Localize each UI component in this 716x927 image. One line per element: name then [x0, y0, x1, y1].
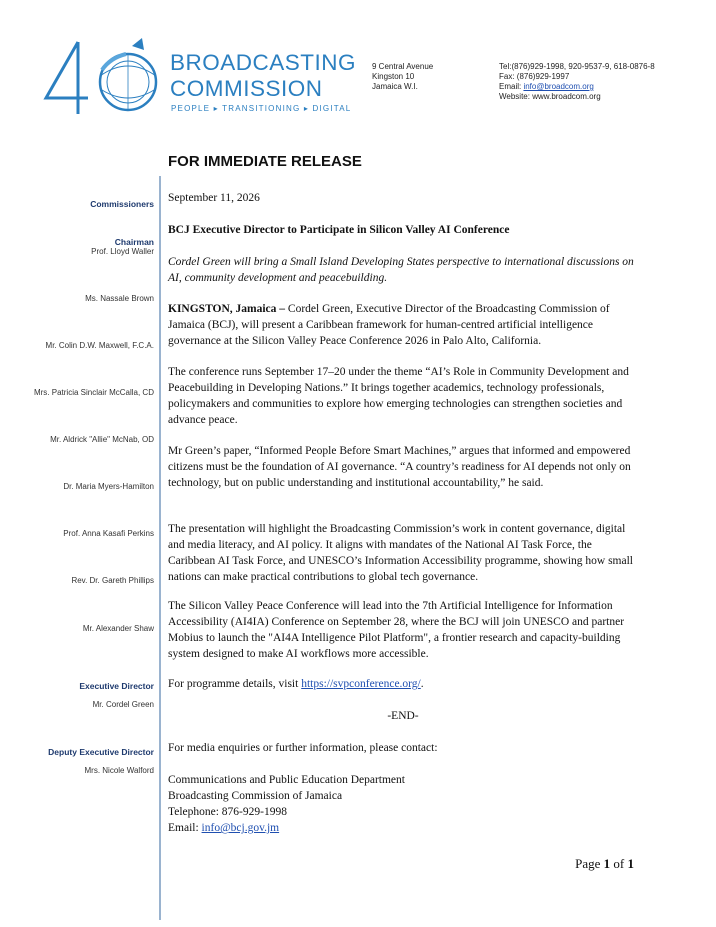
- email-link[interactable]: info@broadcom.org: [523, 82, 594, 91]
- paragraph-details: [168, 676, 638, 692]
- fax: Fax: (876)929-1997: [499, 72, 570, 81]
- address-line: 9 Central Avenue: [372, 62, 434, 71]
- deputy-director-name: Mrs. Nicole Walford: [84, 766, 154, 775]
- commissioner-name: Rev. Dr. Gareth Phillips: [71, 576, 154, 585]
- website: Website: www.broadcom.org: [499, 92, 601, 101]
- contact-organisation: Broadcasting Commission of Jamaica: [168, 790, 343, 802]
- page-title: FOR IMMEDIATE RELEASE: [168, 153, 362, 170]
- brand-name-line1: BROADCASTING: [170, 50, 357, 75]
- email-line: [499, 82, 655, 92]
- end-marker: -END-: [387, 710, 419, 722]
- commissioner-name: Mrs. Patricia Sinclair McCalla, CD: [33, 388, 154, 397]
- address-block: [372, 62, 433, 92]
- deputy-director-label: Deputy Executive Director: [48, 747, 154, 757]
- brand-tagline: PEOPLE ▸ TRANSITIONING ▸ DIGITAL: [171, 104, 352, 113]
- executive-director-name: Mr. Cordel Green: [92, 700, 154, 709]
- telephone: Tel:(876)929-1998, 920-9537-9, 618-0876-8: [499, 62, 655, 71]
- details-end: .: [420, 678, 424, 690]
- release-subhead: Cordel Green will bring a Small Island Developing States perspective to international discussions on AI, community development and peacebuilding.: [168, 256, 634, 284]
- commissioner-name: Ms. Nassale Brown: [85, 294, 154, 303]
- paragraph-text: Cordel Green, Executive Director of the Broadcasting Commission of Jamaica (BCJ), will present a Caribbean framework for human-centred artificial intelligence governance at the Silicon Valley Peace Conference 2026 in Palo Alto, California.: [168, 303, 610, 347]
- address-line: Jamaica W.I.: [372, 82, 418, 91]
- paragraph-ai4ia: The Silicon Valley Peace Conference will lead into the 7th Artificial Intelligence for Information Accessibility (AI4IA) Conference on September 28, where the BCJ will join UNESCO and partner Mobius to launch the "AI4A Intelligence Pilot Platform", a frontier research and capacity-building system designed to make AI workflows more accessible.: [168, 600, 625, 660]
- brand-name-line2: COMMISSION: [170, 76, 323, 101]
- contact-telephone: Telephone: 876-929-1998: [168, 806, 287, 818]
- commissioner-name: Prof. Anna Kasafi Perkins: [63, 529, 154, 538]
- page-prefix: Page: [575, 856, 604, 871]
- contact-email-link[interactable]: info@bcj.gov.jm: [201, 822, 280, 834]
- email-label: Email:: [499, 82, 524, 91]
- address-line: Kingston 10: [372, 72, 415, 81]
- details-text: For programme details, visit: [168, 678, 302, 690]
- chairman-label: Chairman: [114, 237, 154, 247]
- commissioners-heading: Commissioners: [90, 199, 154, 209]
- commissioner-name: Dr. Maria Myers-Hamilton: [63, 482, 154, 491]
- paragraph-paper: Mr Green’s paper, “Informed People Before Smart Machines,” argues that informed and empowered citizens must be the foundation of AI governance. “A country’s readiness for AI depends not only on technology, but on public understanding and institutional accountability,” he said.: [168, 445, 631, 489]
- dateline: KINGSTON, Jamaica –: [168, 303, 286, 315]
- contact-email: [168, 820, 638, 836]
- paragraph-intro: [168, 301, 638, 349]
- page-number: [575, 856, 634, 872]
- broadcasting-commission-logo: [40, 36, 170, 126]
- contact-block: [499, 62, 655, 102]
- paragraph-conference: The conference runs September 17–20 under the theme “AI’s Role in Community Development and Peacebuilding in Developing Nations.” It brings together academics, technology professionals, policymakers and communities to explore how emerging technologies can strengthen societies and advance peace.: [168, 366, 629, 426]
- contact-department: Communications and Public Education Department: [168, 774, 405, 786]
- commissioner-name: Mr. Colin D.W. Maxwell, F.C.A.: [45, 341, 154, 350]
- contact-email-label: Email:: [168, 822, 202, 834]
- page-total: 1: [627, 856, 634, 871]
- sidebar-divider: [159, 176, 161, 920]
- enquiries-line: For media enquiries or further information, please contact:: [168, 742, 438, 754]
- commissioner-name: Mr. Alexander Shaw: [82, 624, 154, 633]
- executive-director-label: Executive Director: [79, 681, 154, 691]
- release-headline: BCJ Executive Director to Participate in Silicon Valley AI Conference: [168, 224, 510, 236]
- conference-link[interactable]: https://svpconference.org/: [301, 678, 421, 690]
- paragraph-presentation: The presentation will highlight the Broadcasting Commission’s work in content governance, digital and media literacy, and AI policy. It aligns with mandates of the National AI Task Force, the Caribbean AI Task Force, and UNESCO’s Information Accessibility programme, showing how small nations can make practical contributions to global tech governance.: [168, 523, 633, 583]
- release-date: September 11, 2026: [168, 192, 260, 204]
- commissioner-name: Mr. Aldrick "Allie" McNab, OD: [50, 435, 154, 444]
- page-of: of: [610, 856, 628, 871]
- page-current: 1: [603, 856, 611, 871]
- chairman-name: Prof. Lloyd Waller: [91, 247, 154, 256]
